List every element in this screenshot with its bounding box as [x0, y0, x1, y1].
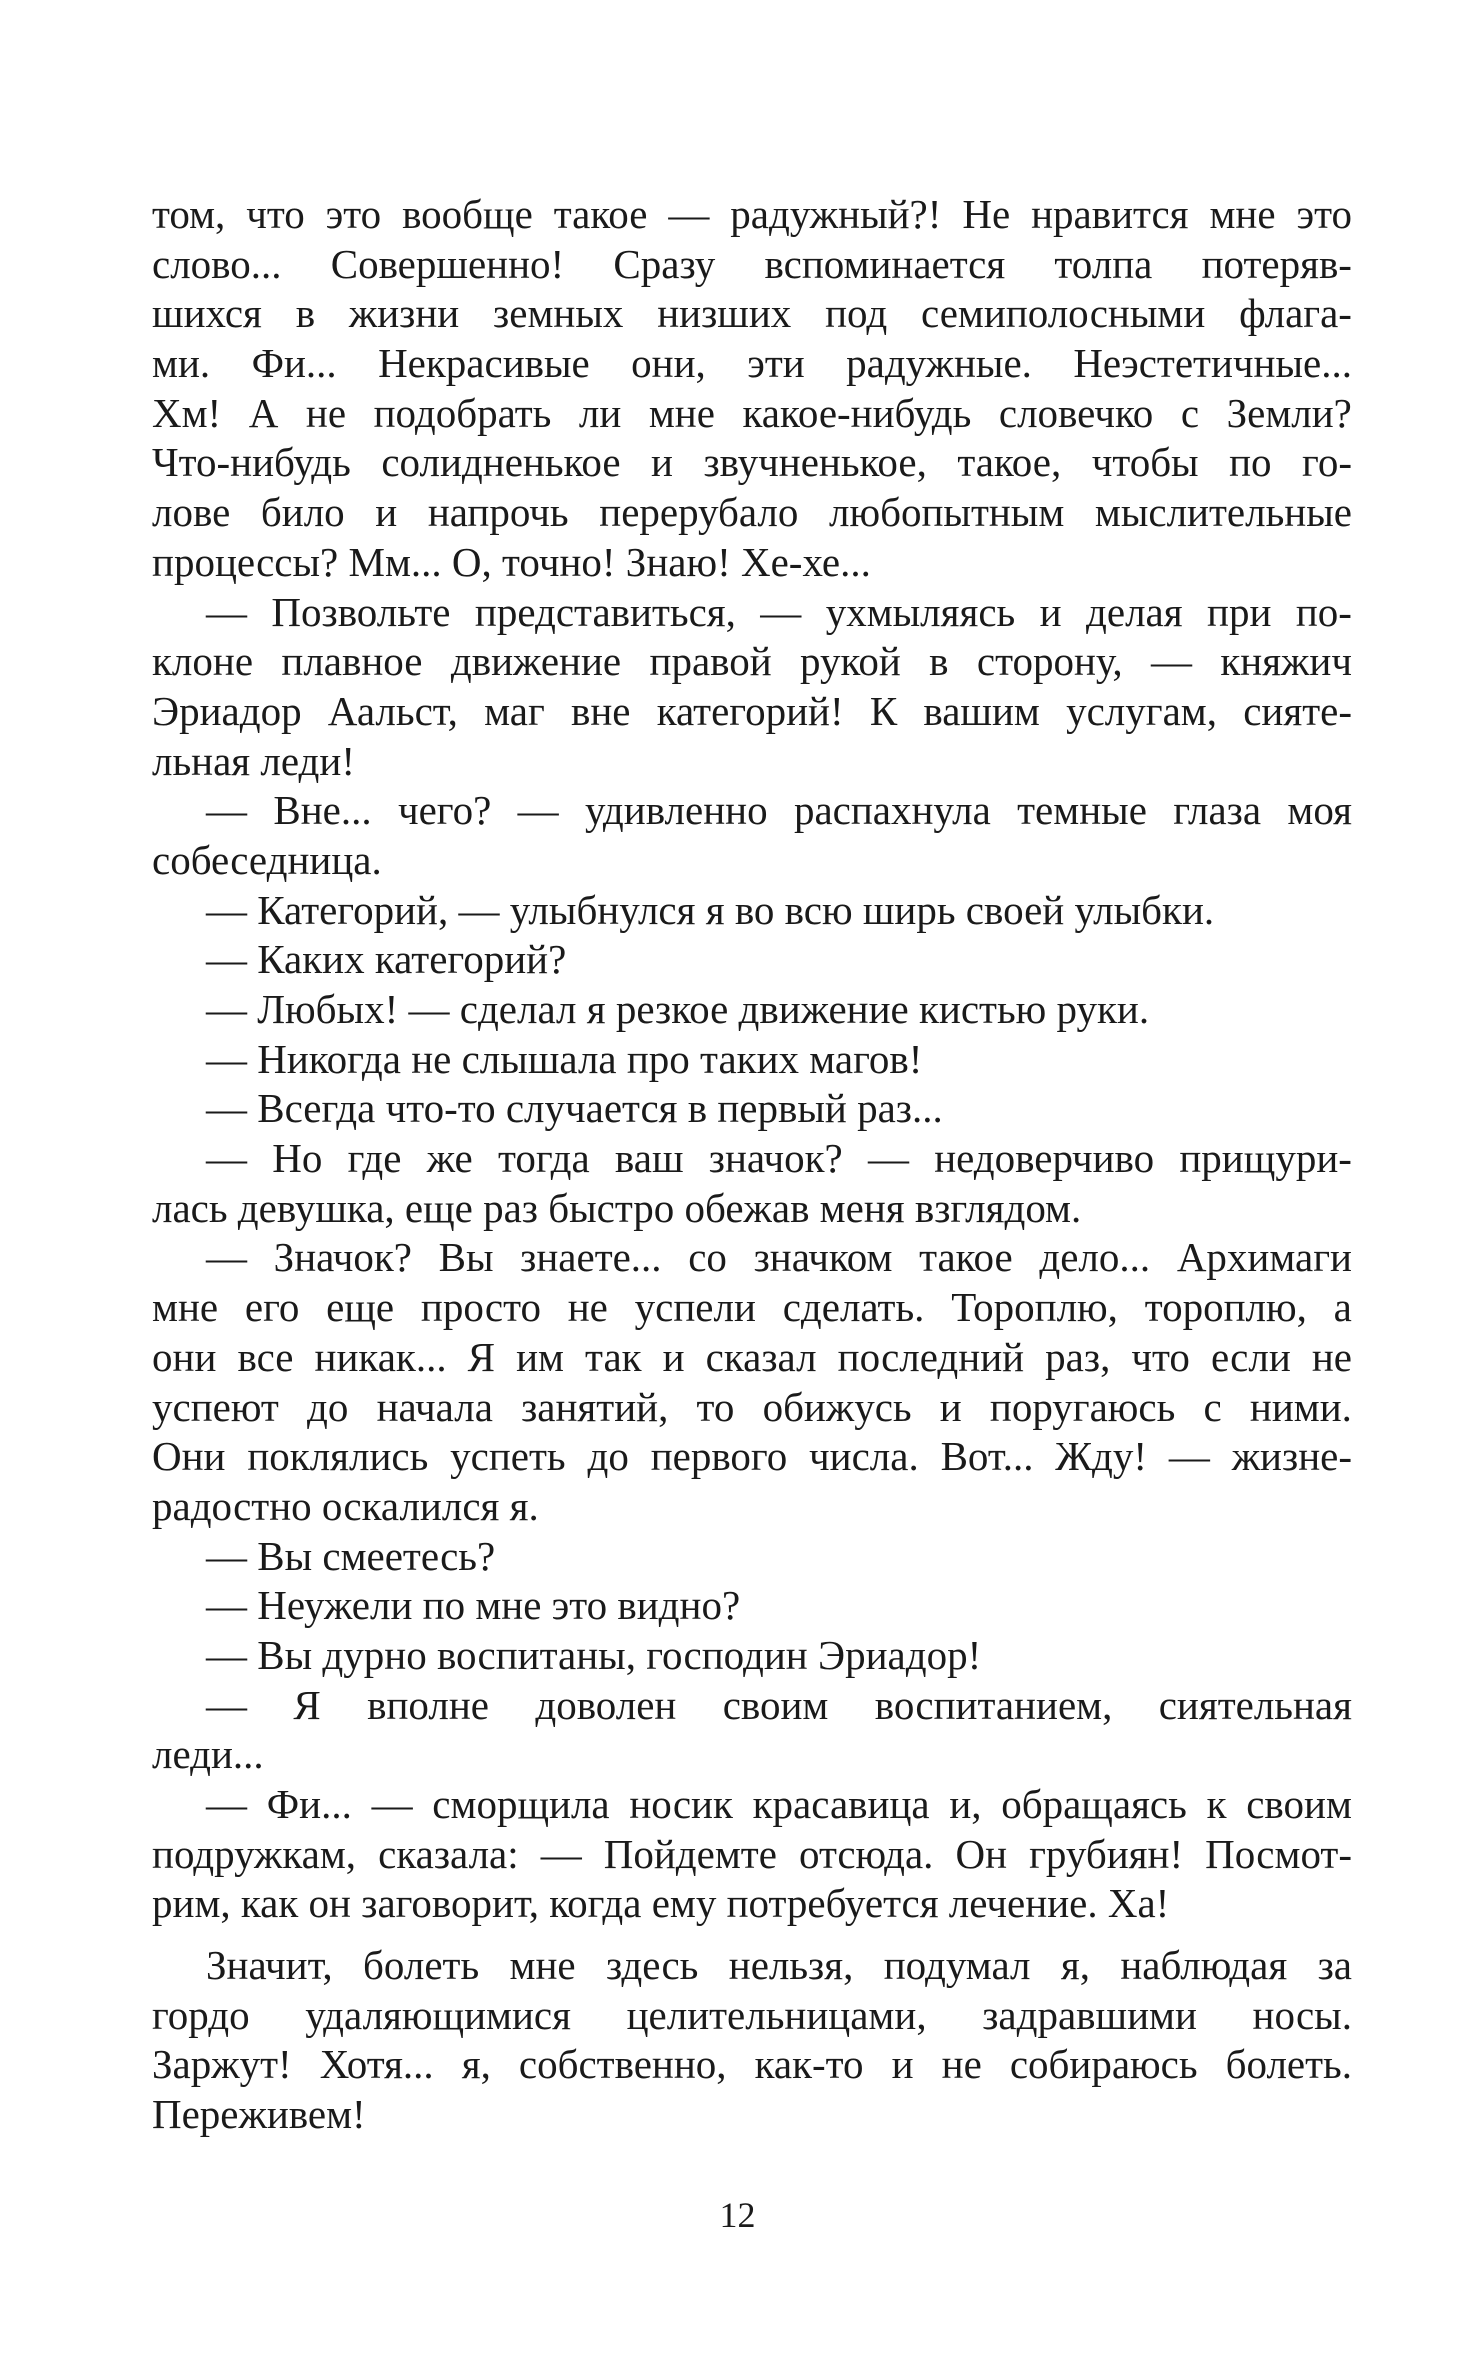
- word: моя: [1287, 787, 1352, 834]
- word: Архимаги: [1176, 1234, 1352, 1281]
- word: красавица: [752, 1781, 930, 1827]
- word: том,: [152, 191, 226, 237]
- word: правой: [649, 638, 772, 685]
- word: низших: [657, 290, 792, 337]
- word: поругаюсь: [989, 1383, 1176, 1430]
- text-line: [152, 1780, 1352, 1830]
- word: последний: [837, 1333, 1025, 1380]
- word: никак...: [314, 1333, 447, 1380]
- word: а: [1333, 1284, 1352, 1331]
- word: то: [696, 1383, 735, 1430]
- word: сделать.: [782, 1284, 925, 1331]
- word: нравится: [1031, 191, 1189, 237]
- word: Земли?: [1226, 389, 1352, 436]
- word: напрочь: [427, 489, 569, 536]
- text-line: [152, 1283, 1352, 1333]
- text-line: леди...: [152, 1731, 264, 1778]
- word: движение: [450, 638, 622, 685]
- word: маг: [484, 687, 545, 734]
- word: с: [1203, 1383, 1222, 1430]
- word: им: [516, 1333, 564, 1380]
- text-line: [152, 786, 1352, 836]
- word: любопытным: [829, 489, 1065, 536]
- text-line: [152, 438, 1352, 488]
- word: гордо: [152, 1991, 250, 2038]
- text-line: [152, 190, 1352, 240]
- word: его: [244, 1284, 300, 1331]
- word: Что-нибудь: [152, 439, 351, 486]
- word: если: [1210, 1333, 1291, 1380]
- word: значком: [753, 1234, 893, 1281]
- word: вполне: [367, 1681, 489, 1728]
- word: я,: [461, 2041, 491, 2088]
- word: они: [152, 1333, 217, 1380]
- word: ними.: [1249, 1383, 1352, 1430]
- word: Совершенно!: [330, 240, 565, 287]
- word: Некрасивые: [378, 340, 590, 387]
- word: радужные.: [846, 340, 1032, 387]
- text-line: — Вы смеетесь?: [206, 1532, 496, 1579]
- text-line: [152, 1941, 1352, 1991]
- word: задравшими: [982, 1991, 1197, 2038]
- text-line: [152, 1432, 1352, 1482]
- word: чтобы: [1091, 439, 1199, 486]
- word: земных: [493, 290, 624, 337]
- word: мыслительные: [1094, 489, 1352, 536]
- word: собираюсь: [1009, 2041, 1198, 2088]
- word: какое-нибудь: [742, 389, 972, 436]
- word: услугам,: [1066, 687, 1217, 734]
- word: за: [1317, 1942, 1352, 1989]
- word: представиться,: [474, 588, 736, 635]
- word: подумал: [883, 1942, 1031, 1989]
- word: сморщила: [432, 1781, 610, 1827]
- text-line: — Любых! — сделал я резкое движение кистью руки.: [206, 986, 1150, 1032]
- word: потеряв-: [1201, 240, 1352, 287]
- word: это: [1296, 191, 1352, 237]
- text-line: [152, 289, 1352, 339]
- word: не: [305, 389, 347, 436]
- word: сказал: [705, 1333, 817, 1380]
- text-line: [152, 687, 1352, 737]
- word: делая: [1086, 588, 1183, 635]
- word: я,: [1060, 1942, 1090, 1989]
- word: —: [206, 1234, 247, 1281]
- word: Хотя...: [319, 2041, 434, 2088]
- word: сторону,: [976, 638, 1123, 685]
- word: занятий,: [521, 1383, 669, 1430]
- text-line: [152, 240, 1352, 290]
- word: Они: [152, 1433, 226, 1480]
- word: вне: [571, 687, 631, 734]
- word: болеть: [363, 1942, 480, 1989]
- word: подобрать: [373, 389, 552, 436]
- word: мне: [1209, 191, 1276, 237]
- word: до: [307, 1383, 349, 1430]
- word: Тороплю,: [951, 1284, 1118, 1331]
- word: начала: [376, 1383, 493, 1430]
- word: успеть: [450, 1433, 566, 1480]
- text-line: — Никогда не слышала про таких магов!: [206, 1035, 923, 1082]
- word: и: [375, 489, 398, 536]
- word: Я: [293, 1681, 321, 1728]
- word: тороплю,: [1144, 1284, 1307, 1331]
- word: под: [825, 290, 888, 337]
- word: отсюда.: [798, 1830, 934, 1877]
- word: звучненькое,: [703, 439, 927, 486]
- word: обижусь: [762, 1383, 912, 1430]
- word: сказала:: [378, 1830, 519, 1877]
- body-text: [152, 190, 1352, 2140]
- text-line: [152, 1830, 1352, 1880]
- word: по: [1229, 439, 1272, 486]
- word: ухмыляясь: [825, 588, 1016, 635]
- word: такое,: [957, 439, 1062, 486]
- word: било: [260, 489, 345, 536]
- text-line: [152, 2040, 1352, 2090]
- word: значок?: [708, 1135, 843, 1182]
- word: воспитанием,: [874, 1681, 1113, 1728]
- word: Я: [467, 1333, 496, 1380]
- word: успеют: [152, 1383, 279, 1430]
- text-line: лась девушка, еще раз быстро обежав меня взглядом.: [152, 1184, 1082, 1231]
- text-line: — Неужели по мне это видно?: [206, 1582, 741, 1629]
- word: Неэстетичные...: [1073, 340, 1352, 387]
- text-line: [152, 389, 1352, 439]
- text-line: — Категорий, — улыбнулся я во всю ширь своей улыбки.: [206, 886, 1215, 933]
- word: Вы: [438, 1234, 494, 1281]
- word: —: [206, 1781, 247, 1827]
- word: —: [1168, 1433, 1210, 1480]
- word: первого: [650, 1433, 788, 1480]
- word: с: [1180, 389, 1200, 436]
- text-line: радостно оскалился я.: [152, 1482, 539, 1529]
- word: К: [869, 687, 898, 734]
- word: —: [540, 1830, 582, 1877]
- word: Жду!: [1055, 1433, 1148, 1480]
- text-line: — Вы дурно воспитаны, господин Эриадор!: [206, 1631, 982, 1678]
- word: сияте-: [1243, 687, 1352, 734]
- word: как-то: [754, 2041, 864, 2088]
- word: прищури-: [1179, 1135, 1352, 1182]
- word: они,: [631, 340, 706, 387]
- word: Не: [962, 191, 1011, 237]
- text-line: [152, 637, 1352, 687]
- word: сиятельная: [1158, 1681, 1352, 1728]
- word: ми.: [152, 340, 211, 387]
- word: к: [1206, 1781, 1227, 1827]
- word: такое: [919, 1234, 1013, 1281]
- word: —: [867, 1135, 909, 1182]
- word: —: [1150, 638, 1192, 685]
- word: Заржут!: [152, 2041, 292, 2088]
- word: —: [760, 588, 802, 635]
- word: словечко: [998, 389, 1154, 436]
- word: жизне-: [1231, 1433, 1352, 1480]
- word: Посмот-: [1205, 1830, 1352, 1877]
- word: целительницами,: [626, 1991, 927, 2038]
- word: толпа: [1054, 240, 1153, 287]
- word: и: [651, 439, 673, 486]
- word: —: [371, 1781, 413, 1827]
- word: еще: [326, 1284, 395, 1331]
- word: радужный?!: [730, 191, 942, 237]
- word: —: [668, 191, 710, 237]
- word: Хм!: [152, 389, 222, 436]
- word: наблюдая: [1120, 1942, 1288, 1989]
- word: Вот...: [940, 1433, 1034, 1480]
- word: это: [325, 191, 382, 237]
- word: княжич: [1220, 638, 1352, 685]
- word: А: [248, 389, 279, 436]
- word: семиполосными: [921, 290, 1206, 337]
- word: мне: [509, 1942, 576, 1989]
- word: при: [1207, 588, 1272, 635]
- text-line: льная леди!: [152, 737, 355, 784]
- word: Вне...: [273, 787, 372, 834]
- word: все: [237, 1333, 294, 1380]
- text-line: [152, 1333, 1352, 1383]
- word: лове: [152, 489, 231, 536]
- word: собственно,: [518, 2041, 727, 2088]
- word: поклялись: [247, 1433, 429, 1480]
- word: до: [587, 1433, 629, 1480]
- word: Фи...: [266, 1781, 352, 1827]
- word: своим: [1246, 1781, 1352, 1827]
- word: —: [206, 1135, 247, 1182]
- word: же: [426, 1135, 473, 1182]
- word: Он: [955, 1830, 1008, 1877]
- word: шихся: [152, 290, 262, 337]
- text-line: Переживем!: [152, 2091, 366, 2138]
- word: Аальст,: [327, 687, 458, 734]
- page-number: 12: [719, 2195, 756, 2235]
- word: эти: [747, 340, 805, 387]
- word: просто: [420, 1284, 541, 1331]
- word: что: [246, 191, 305, 237]
- word: не: [567, 1284, 608, 1331]
- word: ваш: [614, 1135, 684, 1182]
- word: и: [891, 2041, 914, 2088]
- word: клоне: [152, 638, 254, 685]
- word: не: [1311, 1333, 1352, 1380]
- word: плавное: [281, 638, 423, 685]
- word: —: [206, 1681, 247, 1728]
- word: Значит,: [206, 1942, 333, 1989]
- word: —: [206, 787, 247, 834]
- word: раз,: [1045, 1333, 1111, 1380]
- text-line: [152, 588, 1352, 638]
- word: такое: [553, 191, 648, 237]
- text-line: — Каких категорий?: [206, 936, 567, 983]
- word: Фи...: [251, 340, 337, 387]
- text-line: [152, 1383, 1352, 1433]
- text-line: [152, 1134, 1352, 1184]
- word: —: [517, 787, 559, 834]
- word: и: [662, 1333, 685, 1380]
- word: Эриадор: [152, 687, 302, 734]
- word: глаза: [1173, 787, 1262, 834]
- word: и,: [949, 1781, 982, 1827]
- word: —: [206, 588, 247, 635]
- word: жизни: [348, 290, 460, 337]
- text-line: [152, 1233, 1352, 1283]
- word: и: [939, 1383, 962, 1430]
- word: го-: [1302, 439, 1352, 486]
- word: не: [941, 2041, 982, 2088]
- word: так: [585, 1333, 642, 1380]
- word: в: [929, 638, 949, 685]
- text-line: [152, 1681, 1352, 1731]
- word: Позвольте: [271, 588, 451, 635]
- word: в: [295, 290, 316, 337]
- word: знаете...: [520, 1234, 662, 1281]
- word: своим: [722, 1681, 829, 1728]
- word: нельзя,: [728, 1942, 854, 1989]
- text-line: [152, 1991, 1352, 2041]
- word: темные: [1017, 787, 1147, 834]
- word: здесь: [605, 1942, 699, 1989]
- word: перерубало: [599, 489, 799, 536]
- word: Значок?: [273, 1234, 412, 1281]
- word: носик: [629, 1781, 733, 1827]
- word: тогда: [497, 1135, 590, 1182]
- text-line: собеседница.: [152, 836, 382, 883]
- word: грубиян!: [1029, 1830, 1184, 1877]
- word: успели: [634, 1284, 756, 1331]
- word: вашим: [923, 687, 1040, 734]
- word: подружкам,: [152, 1830, 357, 1877]
- text-line: — Всегда что-то случается в первый раз...: [206, 1085, 943, 1132]
- word: и: [1039, 588, 1062, 635]
- word: ли: [578, 389, 622, 436]
- word: недоверчиво: [934, 1135, 1155, 1182]
- text-line: [152, 339, 1352, 389]
- text-line: [152, 488, 1352, 538]
- word: что: [1131, 1333, 1190, 1380]
- word: категорий!: [656, 687, 844, 734]
- text-line: рим, как он заговорит, когда ему потребуется лечение. Ха!: [152, 1880, 1170, 1927]
- word: чего?: [397, 787, 492, 834]
- word: удаляющимися: [305, 1991, 571, 2038]
- word: обращаясь: [1001, 1781, 1187, 1827]
- word: болеть.: [1225, 2041, 1352, 2088]
- word: флага-: [1239, 290, 1352, 337]
- word: дело...: [1039, 1234, 1151, 1281]
- word: распахнула: [793, 787, 991, 834]
- word: где: [347, 1135, 402, 1182]
- word: доволен: [535, 1681, 677, 1728]
- text-line: процессы? Мм... О, точно! Знаю! Хе-хе...: [152, 538, 871, 585]
- word: по-: [1295, 588, 1352, 635]
- word: носы.: [1252, 1991, 1352, 2038]
- word: Сразу: [613, 240, 716, 287]
- word: вспоминается: [764, 240, 1006, 287]
- word: слово...: [152, 240, 282, 287]
- word: удивленно: [585, 787, 768, 834]
- word: со: [688, 1234, 727, 1281]
- word: мне: [648, 389, 715, 436]
- word: мне: [152, 1284, 219, 1331]
- word: Но: [272, 1135, 323, 1182]
- word: рукой: [800, 638, 901, 685]
- word: Пойдемте: [603, 1830, 777, 1877]
- word: вообще: [402, 191, 533, 237]
- word: числа.: [809, 1433, 919, 1480]
- word: солидненькое: [381, 439, 621, 486]
